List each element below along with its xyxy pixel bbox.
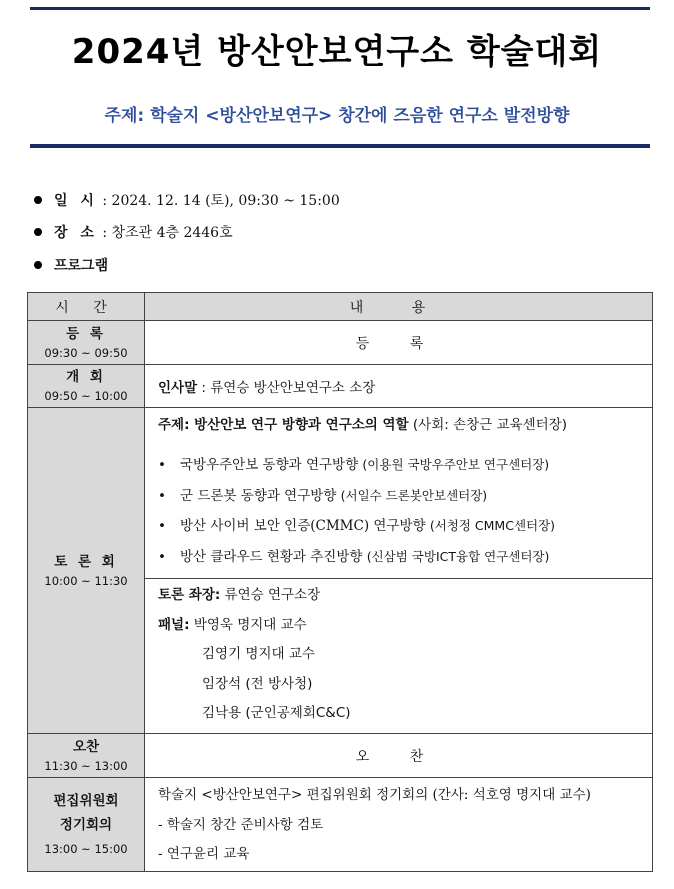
session-content bbox=[145, 365, 653, 408]
topic-moderator: (사회: 손창근 교육센터장) bbox=[408, 417, 567, 433]
table-row-opening bbox=[28, 365, 653, 408]
time-cell bbox=[28, 734, 145, 778]
editorial-line: - 학술지 창간 준비사항 검토 bbox=[158, 816, 324, 833]
info-program bbox=[34, 255, 108, 275]
place-label: 장 소 bbox=[54, 225, 98, 241]
panelist: 박영욱 명지대 교수 bbox=[193, 616, 307, 633]
list-item: • 방산 클라우드 현황과 추진방향 (신삼범 국방ICT융합 연구센터장) bbox=[158, 548, 550, 565]
session-name: 오찬 bbox=[72, 738, 100, 755]
session-time: 09:30 ~ 09:50 bbox=[44, 345, 128, 360]
editorial-line: - 연구윤리 교육 bbox=[158, 846, 250, 862]
time-cell bbox=[28, 408, 145, 734]
table-row-discussion bbox=[28, 408, 653, 579]
list-item: • 방산 사이버 보안 인증(CMMC) 연구방향 (서청정 CMMC센터장) bbox=[158, 518, 556, 534]
date-label: 일 시 bbox=[54, 193, 98, 209]
page-title: 2024년 방산안보연구소 학술대회 bbox=[71, 32, 603, 72]
bottom-rule bbox=[30, 144, 650, 148]
discussion-content bbox=[145, 408, 653, 579]
session-name: 정기회의 bbox=[59, 816, 113, 833]
time-cell bbox=[28, 778, 145, 872]
date-value: : 2024. 12. 14 (토), 09:30 ~ 15:00 bbox=[102, 193, 340, 209]
info-place bbox=[34, 222, 233, 242]
presentation-list bbox=[158, 450, 652, 572]
page-subtitle: 주제: 학술지 <방산안보연구> 창간에 즈음한 연구소 발전방향 bbox=[104, 106, 570, 126]
time-cell bbox=[28, 321, 145, 365]
session-content: 오 찬 bbox=[145, 734, 653, 778]
item-main: 방산 사이버 보안 인증(CMMC) 연구방향 bbox=[180, 518, 426, 534]
table-header-row bbox=[28, 293, 653, 321]
greeting-text: : 류연승 방산안보연구소 소장 bbox=[197, 380, 376, 396]
table-row-editorial bbox=[28, 778, 653, 872]
list-item: • 국방우주안보 동향과 연구방향 (이용원 국방우주안보 연구센터장) bbox=[158, 457, 550, 473]
panelist: 김영기 명지대 교수 bbox=[202, 646, 315, 662]
item-main: 국방우주안보 동향과 연구방향 bbox=[180, 457, 359, 473]
session-time: 09:50 ~ 10:00 bbox=[44, 389, 128, 403]
time-cell bbox=[28, 365, 145, 408]
session-time: 11:30 ~ 13:00 bbox=[44, 758, 128, 773]
chair-label: 토론 좌장: bbox=[158, 587, 221, 603]
header-content: 내 용 bbox=[145, 293, 653, 321]
session-content: 등 록 bbox=[145, 321, 653, 365]
topic-label: 주제: 방산안보 연구 방향과 연구소의 역할 bbox=[158, 417, 409, 433]
item-main: 군 드론봇 동향과 연구방향 bbox=[180, 487, 337, 504]
panelist: 김낙용 (군인공제회C&C) bbox=[202, 705, 351, 721]
item-presenter: (신삼범 국방ICT융합 연구센터장) bbox=[366, 548, 550, 564]
panelist: 임장석 (전 방사청) bbox=[202, 675, 313, 692]
item-main: 방산 클라우드 현황과 추진방향 bbox=[180, 548, 363, 565]
session-name: 개 회 bbox=[66, 369, 106, 385]
panel-content bbox=[145, 579, 653, 734]
info-date bbox=[34, 190, 340, 210]
bullet-icon bbox=[34, 228, 42, 236]
table-row-lunch bbox=[28, 734, 653, 778]
editorial-content bbox=[145, 778, 653, 872]
session-time: 10:00 ~ 11:30 bbox=[44, 573, 128, 588]
session-name: 등 록 bbox=[66, 325, 106, 342]
list-item: • 군 드론봇 동향과 연구방향 (서일수 드론봇안보센터장) bbox=[158, 487, 488, 504]
item-presenter: (서청정 CMMC센터장) bbox=[429, 518, 556, 533]
session-name: 편집위원회 bbox=[53, 792, 119, 809]
chair-value: 류연승 연구소장 bbox=[220, 587, 321, 603]
table-row-registration bbox=[28, 321, 653, 365]
program-table bbox=[27, 292, 653, 872]
place-value: : 창조관 4층 2446호 bbox=[102, 225, 233, 241]
bullet-icon bbox=[34, 261, 42, 269]
panel-label: 패널: bbox=[158, 616, 190, 633]
greeting-label: 인사말 bbox=[158, 380, 198, 396]
editorial-line: 학술지 <방산안보연구> 편집위원회 정기회의 (간사: 석호영 명지대 교수) bbox=[158, 787, 591, 803]
session-name: 토 론 회 bbox=[54, 553, 118, 570]
item-presenter: (이용원 국방우주안보 연구센터장) bbox=[362, 457, 550, 472]
session-time: 13:00 ~ 15:00 bbox=[44, 841, 128, 856]
item-presenter: (서일수 드론봇안보센터장) bbox=[340, 487, 488, 503]
bullet-icon bbox=[34, 196, 42, 204]
header-time: 시 간 bbox=[28, 293, 145, 321]
program-label: 프로그램 bbox=[54, 258, 109, 274]
top-rule bbox=[30, 7, 650, 10]
